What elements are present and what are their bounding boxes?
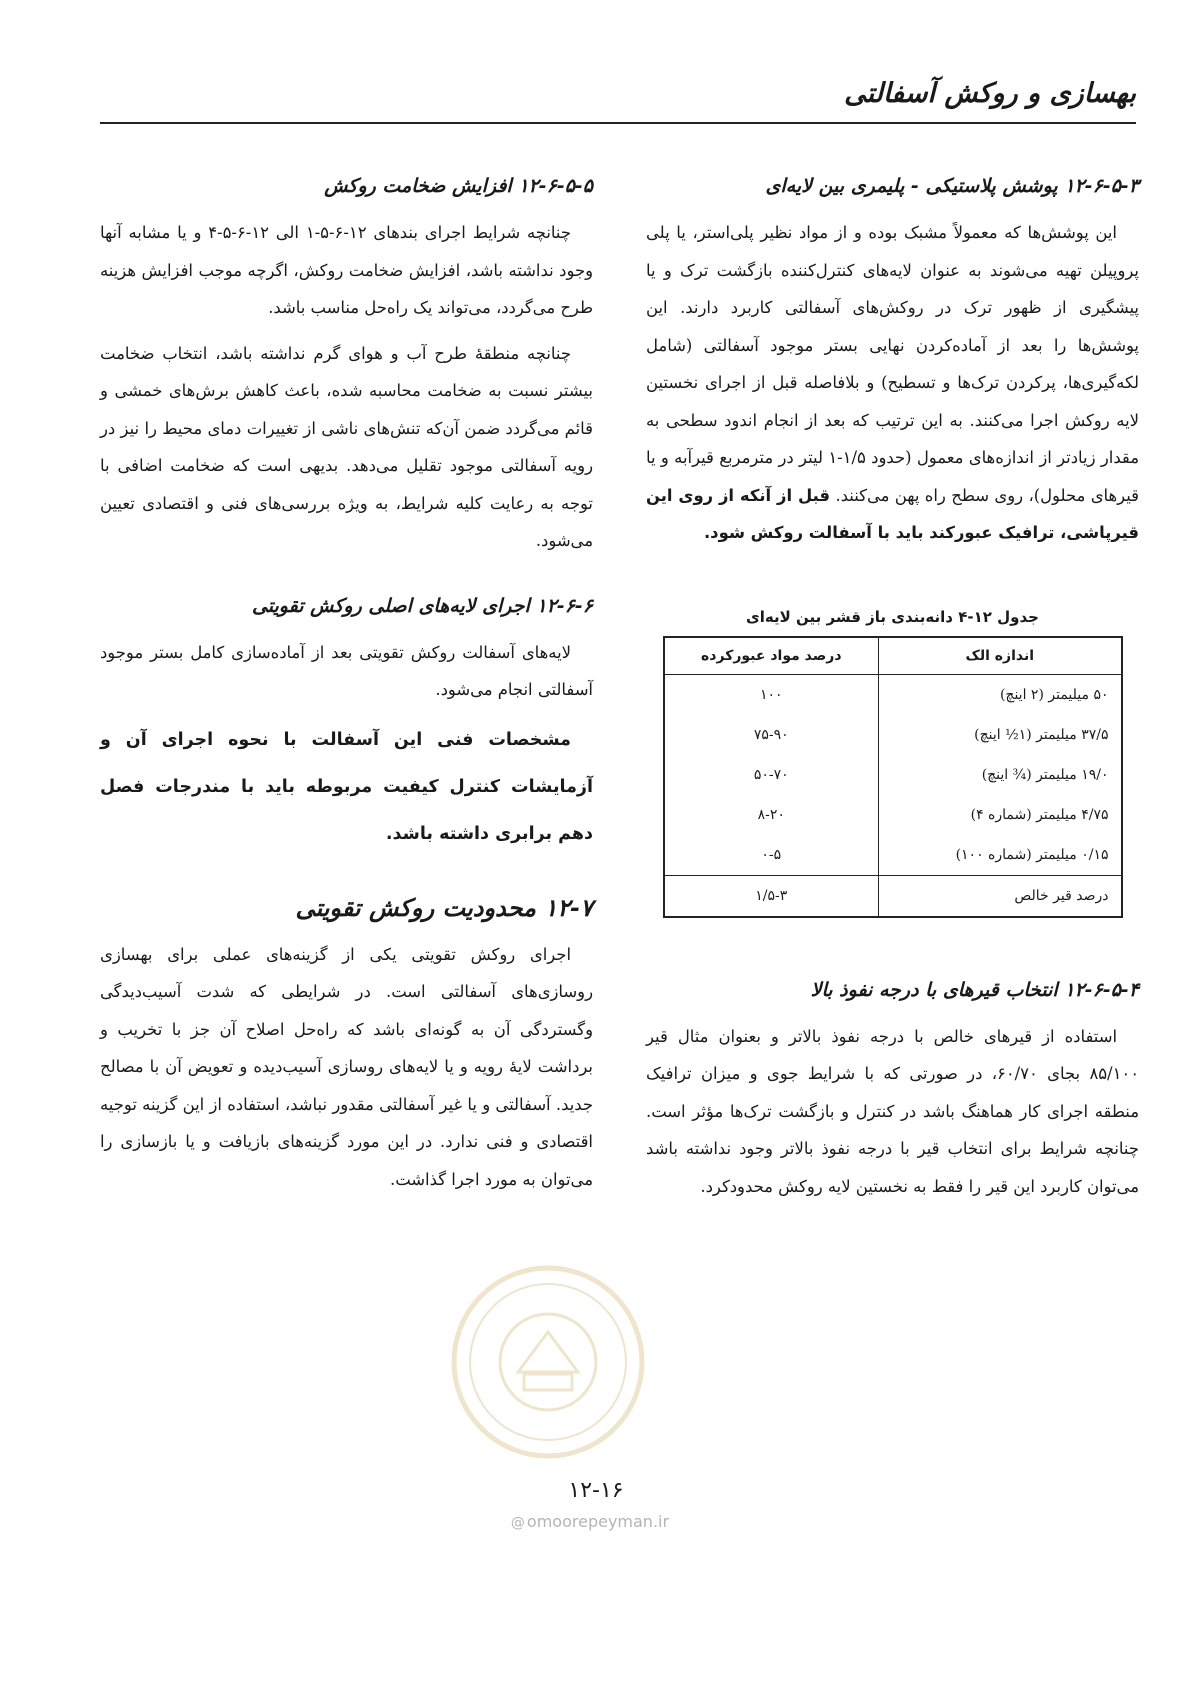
right-column <box>646 170 1139 1213</box>
section-heading-12-6-5-4: ۱۲-۶-۵-۴ انتخاب قیرهای با درجه نفوذ بالا <box>810 978 1139 1001</box>
table-row <box>664 795 1122 835</box>
cell-sieve-size: ۴/۷۵ میلیمتر (شماره ۴) <box>879 795 1122 835</box>
cell-sieve-size: ۰/۱۵ میلیمتر (شماره ۱۰۰) <box>879 835 1122 876</box>
cell-sieve-size: ۱۹/۰ میلیمتر (¾ اینچ) <box>879 755 1122 795</box>
running-title: بهسازی و روکش آسفالتی <box>844 78 1136 109</box>
cell-passing-percent: ۵۰-۷۰ <box>753 766 789 783</box>
left-column <box>100 170 593 1206</box>
cell-passing-percent: ۱۰۰ <box>760 686 783 703</box>
section-heading-12-6-5-5: ۱۲-۶-۵-۵ افزایش ضخامت روکش <box>324 175 593 197</box>
section-heading-12-6-6: ۱۲-۶-۶ اجرای لایه‌های اصلی روکش تقویتی <box>251 594 593 617</box>
cell-sieve-size: ۳۷/۵ میلیمتر (۱½ اینچ) <box>879 715 1122 755</box>
cell-sieve-size: ۵۰ میلیمتر (۲ اینچ) <box>879 674 1122 715</box>
table-row <box>664 674 1122 715</box>
section-paragraph: چنانچه منطقهٔ طرح آب و هوای گرم نداشته باشد، انتخاب ضخامت بیشتر نسبت به ضخامت محاسبه شده، باعث کاهش برش‌های خمشی و قائم می‌گردد ضمن آن‌که تنش‌های ناشی از تغییرات دمای محیط را نیز در رویه آسفالتی موجود تقلیل می‌دهد. بدیهی است که ضخامت اضافی با توجه به رعایت کلیه شرایط، به ویژه بررسی‌های فنی و اقتصادی تعیین می‌شود. <box>100 343 593 550</box>
section-heading-12-7: ۱۲-۷ محدودیت روکش تقویتی <box>295 893 593 922</box>
section-paragraph: استفاده از قیرهای خالص با درجه نفوذ بالاتر و بعنوان مثال قیر ۸۵/۱۰۰ بجای ۶۰/۷۰، در صورتی که با شرایط جوی و میزان ترافیک منطقه اجرای کار هماهنگ باشد در کنترل و بازگشت ترک‌ها مؤثر است. چنانچه شرایط برای انتخاب قیر با درجه نفوذ بالاتر وجود نداشته باشد می‌توان کاربرد این قیر را فقط به نخستین لایه روکش محدودکرد. <box>646 1026 1139 1196</box>
section-paragraph: لایه‌های آسفالت روکش تقویتی بعد از آماده‌سازی کامل بستر موجود آسفالتی انجام می‌شود. <box>100 642 593 699</box>
table-row <box>664 715 1122 755</box>
cell-sieve-size: درصد قیر خالص <box>879 875 1122 917</box>
gradation-table <box>663 636 1123 918</box>
section-paragraph-bold: مشخصات فنی این آسفالت با نحوه اجرای آن و آزمایشات کنترل کیفیت مربوطه باید با مندرجات فصل دهم برابری داشته باشد. <box>100 729 593 844</box>
table-row <box>664 835 1122 876</box>
section-heading-12-6-5-3: ۱۲-۶-۵-۳ پوشش پلاستیکی - پلیمری بین لایه‌ای <box>765 175 1139 197</box>
column-header-sieve-size: اندازه الک <box>879 637 1122 675</box>
site-watermark <box>470 1512 710 1531</box>
table-block <box>646 608 1139 918</box>
watermark-text: omoorepeyman.ir <box>526 1512 670 1531</box>
cell-passing-percent: ۷۵-۹۰ <box>753 726 789 743</box>
table-row-bitumen-percent <box>664 875 1122 917</box>
page-number: ۱۲-۱۶ <box>568 1478 624 1503</box>
at-sign-icon: @ <box>510 1515 525 1531</box>
cell-passing-percent: ۰-۵ <box>761 846 782 863</box>
cell-passing-percent: ۱/۵-۳ <box>664 875 879 917</box>
table-caption: جدول ۱۲-۴ دانه‌بندی باز قشر بین لایه‌ای <box>746 607 1039 626</box>
publisher-seal-icon <box>448 1262 648 1462</box>
table-row <box>664 755 1122 795</box>
section-paragraph: چنانچه شرایط اجرای بندهای ۱۲-۶-۵-۱ الی ۱۲-۶-۵-۴ و یا مشابه آنها وجود نداشته باشد، افزایش ضخامت روکش، اگرچه موجب افزایش هزینه طرح می‌گردد، می‌تواند یک راه‌حل مناسب باشد. <box>100 223 593 317</box>
cell-passing-percent: ۸-۲۰ <box>757 806 785 823</box>
paragraph-text: این پوشش‌ها که معمولاً مشبک بوده و از مواد نظیر پلی‌استر، یا پلی پروپیلن تهیه می‌شوند به عنوان لایه‌های کنترل‌کننده بازگشت ترک و یا پیشگیری از ظهور ترک در روکش‌های آسفالتی کاربرد دارند. این پوشش‌ها را بعد از آماده‌کردن نهایی بستر موجود آسفالتی (شامل لکه‌گیری‌ها، پرکردن ترک‌ها و تسطیح) و بلافاصله قبل از اجرای نخستین لایه روکش اجرا می‌کنند. به این ترتیب که بعد از انجام اندود سطحی به مقدار زیادتر از اندازه‌های معمول (حدود ۱/۵-۱ لیتر در مترمربع قیرآبه و یا قیرهای محلول)، روی سطح راه پهن می‌کنند. <box>646 223 1140 505</box>
header-rule <box>100 122 1136 124</box>
table-header-row <box>664 637 1122 675</box>
section-paragraph: اجرای روکش تقویتی یکی از گزینه‌های عملی برای بهسازی روسازی‌های آسفالتی است. در شرایطی که شدت آسیب‌دیدگی وگستردگی آن به گونه‌ای باشد که راه‌حل اصلاح آن جز با تخریب و برداشت لایهٔ رویه و یا لایه‌های روسازی آسیب‌دیده و تعویض آن با مصالح جدید. آسفالتی و یا غیر آسفالتی مقدور نباشد، استفاده از این گزینه توجیه اقتصادی و فنی ندارد. در این مورد گزینه‌های بازیافت و یا بازسازی را می‌توان به مورد اجرا گذاشت. <box>100 944 593 1189</box>
section-paragraph <box>646 214 1139 552</box>
column-header-passing-percent: درصد مواد عبورکرده <box>664 637 879 675</box>
paragraph-bold-text: قبل از آنکه از روی این قیرپاشی، ترافیک عبورکند باید با آسفالت روکش شود. <box>646 485 1139 542</box>
